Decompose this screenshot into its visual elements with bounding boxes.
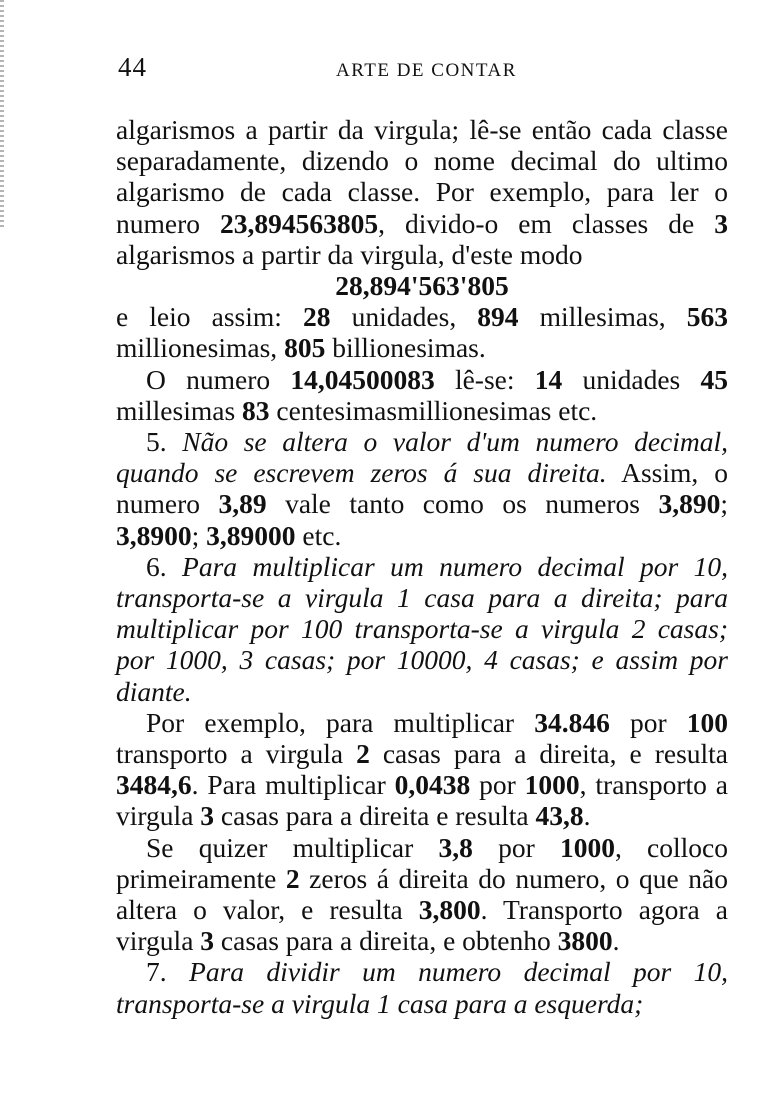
text-run: Assim, o numero bbox=[116, 457, 729, 520]
text-run: ; bbox=[191, 519, 207, 551]
number: 83 bbox=[242, 394, 270, 426]
number: 34.846 bbox=[534, 706, 610, 738]
number: 3,890 bbox=[658, 488, 721, 520]
example-number: 14,04500083 bbox=[290, 363, 435, 395]
body-text bbox=[116, 114, 728, 1019]
text-run: etc. bbox=[295, 519, 342, 551]
paragraph-second-example bbox=[116, 364, 728, 426]
number: 3,800 bbox=[418, 894, 481, 926]
text-run: algarismos a partir da virgula, d'este modo bbox=[116, 238, 583, 270]
example-number: 23,894563805 bbox=[220, 207, 379, 239]
paragraph-multiply-zeros bbox=[116, 832, 728, 957]
number: 805 bbox=[284, 332, 326, 364]
number: 3 bbox=[200, 800, 215, 832]
text-run: lê-se: bbox=[434, 363, 535, 395]
page-edge-shadow bbox=[0, 0, 4, 230]
text-run: . bbox=[583, 800, 591, 832]
text-run: casas para a direita, e resulta bbox=[369, 738, 729, 770]
text-run: . Transporto agora a virgula bbox=[116, 894, 728, 957]
text-run: Se quizer multiplicar bbox=[146, 831, 439, 863]
formula-line: 28,894'563'805 bbox=[335, 270, 509, 302]
text-run: por bbox=[470, 769, 525, 801]
rule-number: 7. bbox=[146, 956, 167, 988]
text-run: O numero bbox=[146, 363, 291, 395]
text-run: por bbox=[472, 831, 560, 863]
number: 3,89 bbox=[218, 488, 267, 520]
number: 1000 bbox=[559, 831, 615, 863]
rule-statement: Para dividir um numero decimal por 10, transporta-se a virgula 1 casa para a esquerda; bbox=[116, 956, 728, 1019]
number: 0,0438 bbox=[394, 769, 471, 801]
text-run: millesimas bbox=[116, 394, 243, 426]
text-run: ; bbox=[720, 488, 728, 520]
text-run: . Para multiplicar bbox=[191, 769, 395, 801]
number: 43,8 bbox=[535, 800, 584, 832]
text-run: por bbox=[609, 706, 687, 738]
page-header bbox=[118, 52, 728, 88]
rule-statement: Não se altera o valor d'um numero decimal, quando se escrevem zeros á sua direita. bbox=[116, 426, 728, 489]
number: 28 bbox=[302, 301, 331, 333]
text-run: billionesimas. bbox=[325, 332, 486, 364]
text-run: casas para a direita, e obtenho bbox=[214, 925, 558, 957]
number: 3800 bbox=[557, 925, 613, 957]
rule-number: 6. bbox=[146, 550, 167, 582]
text-run: unidades bbox=[562, 363, 701, 395]
text-run: zeros á direita do numero, o que não altera o valor, e resulta bbox=[116, 862, 728, 926]
rule-7 bbox=[116, 956, 728, 1018]
rule-5 bbox=[116, 426, 728, 551]
text-run: transporto a virgula bbox=[116, 738, 357, 770]
number: 2 bbox=[285, 862, 300, 894]
number: 894 bbox=[477, 301, 519, 333]
text-run: , transporto a virgula bbox=[116, 769, 728, 832]
number: 45 bbox=[700, 363, 728, 395]
class-size: 3 bbox=[714, 207, 728, 239]
paragraph-reading bbox=[116, 301, 728, 363]
running-title: ARTE DE CONTAR bbox=[336, 60, 517, 81]
text-run: , colloco primeiramente bbox=[116, 831, 728, 894]
number: 100 bbox=[686, 706, 728, 738]
number: 14 bbox=[534, 363, 563, 395]
number: 2 bbox=[356, 738, 370, 770]
text-run: unidades, bbox=[330, 301, 478, 333]
rule-statement: Para multiplicar um numero decimal por 10, transporta-se a virgula 1 casa para a direita; para multiplicar por 100 transporta-se a virgula 2 casas; por 1000, 3 casas; por 10000, 4 casas; e assim por diante. bbox=[116, 550, 728, 707]
text-run: algarismos a partir da virgula; lê-se então cada classe separadamente, dizendo o nome decimal do ultimo algarismo de cada classe. Por exemplo, para ler o numero bbox=[116, 114, 728, 239]
number: 3,8900 bbox=[116, 519, 192, 551]
number: 3,89000 bbox=[206, 519, 296, 551]
text-run: e leio assim: bbox=[116, 301, 303, 333]
text-run: casas para a direita e resulta bbox=[214, 800, 536, 832]
page-number: 44 bbox=[118, 52, 147, 82]
text-run: vale tanto como os numeros bbox=[266, 488, 659, 520]
number: 1000 bbox=[524, 769, 580, 801]
rule-number: 5. bbox=[146, 426, 167, 458]
text-run: . bbox=[612, 925, 620, 957]
text-run: millesimas, bbox=[518, 301, 687, 333]
text-run: centesimasmillionesimas etc. bbox=[269, 394, 598, 426]
number: 563 bbox=[686, 301, 728, 333]
paragraph-continuation bbox=[116, 114, 728, 270]
text-run: millionesimas, bbox=[116, 332, 285, 364]
rule-6 bbox=[116, 551, 728, 707]
number: 3 bbox=[200, 925, 215, 957]
number: 3484,6 bbox=[116, 769, 192, 801]
number: 3,8 bbox=[438, 831, 473, 863]
text-run: , divido-o em classes de bbox=[378, 207, 715, 239]
text-run: Por exemplo, para multiplicar bbox=[146, 706, 535, 738]
paragraph-multiply-examples bbox=[116, 707, 728, 832]
